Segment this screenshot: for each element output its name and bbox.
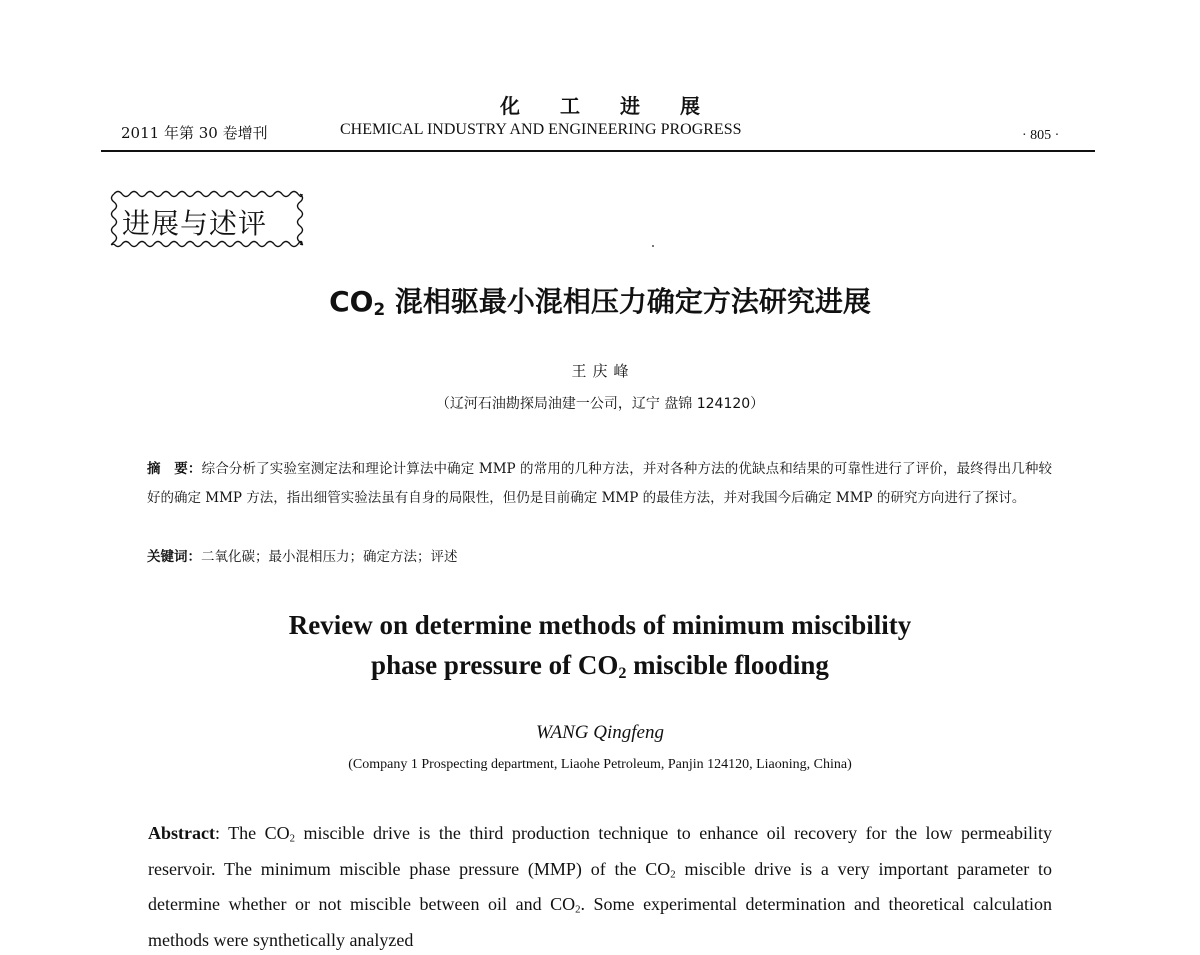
- title-en-line1: Review on determine methods of minimum miscibility: [288, 610, 912, 640]
- affiliation-en: (Company 1 Prospecting department, Liaohe Petroleum, Panjin 124120, Liaoning, China): [348, 757, 852, 772]
- header-rule: [101, 150, 1095, 152]
- abstract-en-p2: miscible drive is the third production technique to enhance oil recovery for the low permeability reservoir. The minimum miscible phase pressure (MMP) of the CO: [148, 823, 1052, 879]
- abstract-cn-label: 摘 要：: [147, 461, 202, 477]
- abstract-en: [148, 818, 1052, 955]
- title-cn-co: CO: [329, 285, 374, 318]
- journal-title-cn: 化工进展: [500, 94, 740, 118]
- page-number: · 805 ·: [1022, 128, 1060, 143]
- abstract-en-s1: 2: [289, 832, 296, 845]
- abstract-en-p1: The CO: [228, 823, 290, 843]
- abstract-en-s2: 2: [670, 868, 676, 881]
- abstract-en-s3: 2: [575, 904, 581, 917]
- keywords-cn: [147, 545, 1052, 565]
- section-badge-label: 进展与述评: [122, 207, 268, 240]
- affiliation-cn: （辽河石油勘探局油建一公司，辽宁 盘锦 124120）: [435, 396, 765, 412]
- abstract-en-sep: :: [214, 823, 229, 843]
- title-cn-subscript: 2: [373, 299, 386, 320]
- abstract-en-p3: miscible drive is a very important parameter to determine whether or not miscible between oil and CO: [148, 858, 1052, 915]
- section-badge: [108, 188, 304, 250]
- keywords-cn-label: 关键词：: [147, 549, 201, 565]
- title-cn-rest: 混相驱最小混相压力确定方法研究进展: [385, 285, 871, 318]
- keywords-cn-text: 二氧化碳；最小混相压力；确定方法；评述: [201, 549, 458, 565]
- author-en: WANG Qingfeng: [536, 722, 664, 743]
- abstract-cn-text: 综合分析了实验室测定法和理论计算法中确定 MMP 的常用的几种方法，并对各种方法的优缺点和结果的可靠性进行了评价，最终得出几种较好的确定 MMP 方法，指出细管实验法虽有自身的局限性，但仍是目前确定 MMP 的最佳方法，并对我国今后确定 MMP 的研究方向进行了探讨。: [147, 461, 1053, 506]
- title-en-line2-prefix: phase pressure of CO: [371, 650, 619, 680]
- issue-info: 2011 年第 30 卷增刊: [121, 124, 268, 142]
- paper-title-en: [0, 605, 1200, 693]
- scan-speck: [652, 245, 654, 247]
- paper-title-cn: [0, 280, 1200, 320]
- abstract-en-p4: . Some experimental determination and theoretical calculation methods were synthetically analyzed: [148, 894, 1053, 951]
- abstract-en-label: Abstract: [148, 823, 215, 843]
- author-cn: 王庆峰: [571, 362, 635, 380]
- title-en-subscript: 2: [618, 664, 627, 683]
- title-en-line2: [0, 645, 1200, 693]
- abstract-cn: [147, 455, 1052, 513]
- title-en-line2-rest: miscible flooding: [626, 650, 829, 680]
- journal-title-en: CHEMICAL INDUSTRY AND ENGINEERING PROGRESS: [340, 121, 742, 138]
